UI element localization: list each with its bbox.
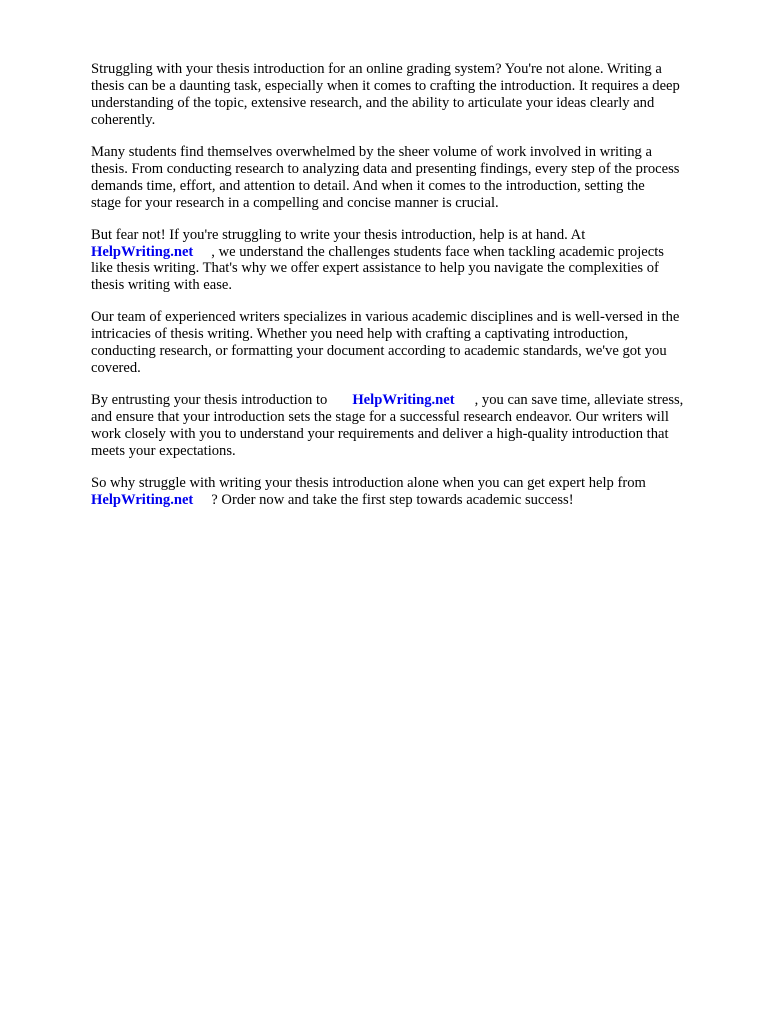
text-line: Our team of experienced writers specializes in various academic disciplines and is well-versed in the — [91, 309, 680, 326]
text-line: coherently. — [91, 111, 156, 128]
text-line: intricacies of thesis writing. Whether you need help with crafting a captivating introduction, — [91, 326, 629, 343]
text-fragment: ? Order now and take the first step towards academic success! — [211, 491, 574, 508]
paragraph-closing — [91, 475, 731, 509]
text-line: Many students find themselves overwhelmed by the sheer volume of work involved in writing a — [91, 143, 652, 160]
document-page — [91, 61, 731, 524]
paragraph-intro — [91, 61, 731, 129]
paragraph-overwhelmed — [91, 144, 731, 212]
text-line: work closely with you to understand your requirements and deliver a high-quality introduction that — [91, 426, 669, 443]
text-line: conducting research, or formatting your document according to academic standards, we've got you — [91, 343, 667, 360]
paragraph-team — [91, 309, 731, 377]
text-line: demands time, effort, and attention to detail. And when it comes to the introduction, setting the — [91, 177, 645, 194]
paragraph-fear-not — [91, 227, 731, 295]
text-line — [91, 392, 731, 409]
text-line: So why struggle with writing your thesis introduction alone when you can get expert help from — [91, 475, 646, 492]
paragraph-entrusting — [91, 392, 731, 460]
text-line — [91, 244, 731, 261]
text-line: stage for your research in a compelling and concise manner is crucial. — [91, 194, 499, 211]
text-line: thesis. From conducting research to analyzing data and presenting findings, every step of the process — [91, 160, 680, 177]
text-fragment: By entrusting your thesis introduction to — [91, 392, 328, 409]
text-line: understanding of the topic, extensive research, and the ability to articulate your ideas clearly and — [91, 94, 655, 111]
text-line: meets your expectations. — [91, 442, 236, 459]
text-line — [91, 492, 731, 509]
helpwriting-link[interactable]: HelpWriting.net — [91, 491, 194, 508]
text-line: thesis writing with ease. — [91, 277, 233, 294]
text-line: like thesis writing. That's why we offer expert assistance to help you navigate the complexities of — [91, 260, 659, 277]
text-line: covered. — [91, 360, 141, 377]
text-line: thesis can be a daunting task, especially when it comes to crafting the introduction. It requires a deep — [91, 77, 680, 94]
text-line: and ensure that your introduction sets the stage for a successful research endeavor. Our writers will — [91, 409, 669, 426]
helpwriting-link[interactable]: HelpWriting.net — [352, 392, 455, 409]
text-line: But fear not! If you're struggling to write your thesis introduction, help is at hand. At — [91, 226, 586, 243]
text-fragment: , you can save time, alleviate stress, — [474, 392, 684, 409]
helpwriting-link[interactable]: HelpWriting.net — [91, 243, 194, 260]
text-fragment: , we understand the challenges students face when tackling academic projects — [211, 243, 664, 260]
text-line: Struggling with your thesis introduction for an online grading system? You're not alone. Writing a — [91, 61, 662, 77]
